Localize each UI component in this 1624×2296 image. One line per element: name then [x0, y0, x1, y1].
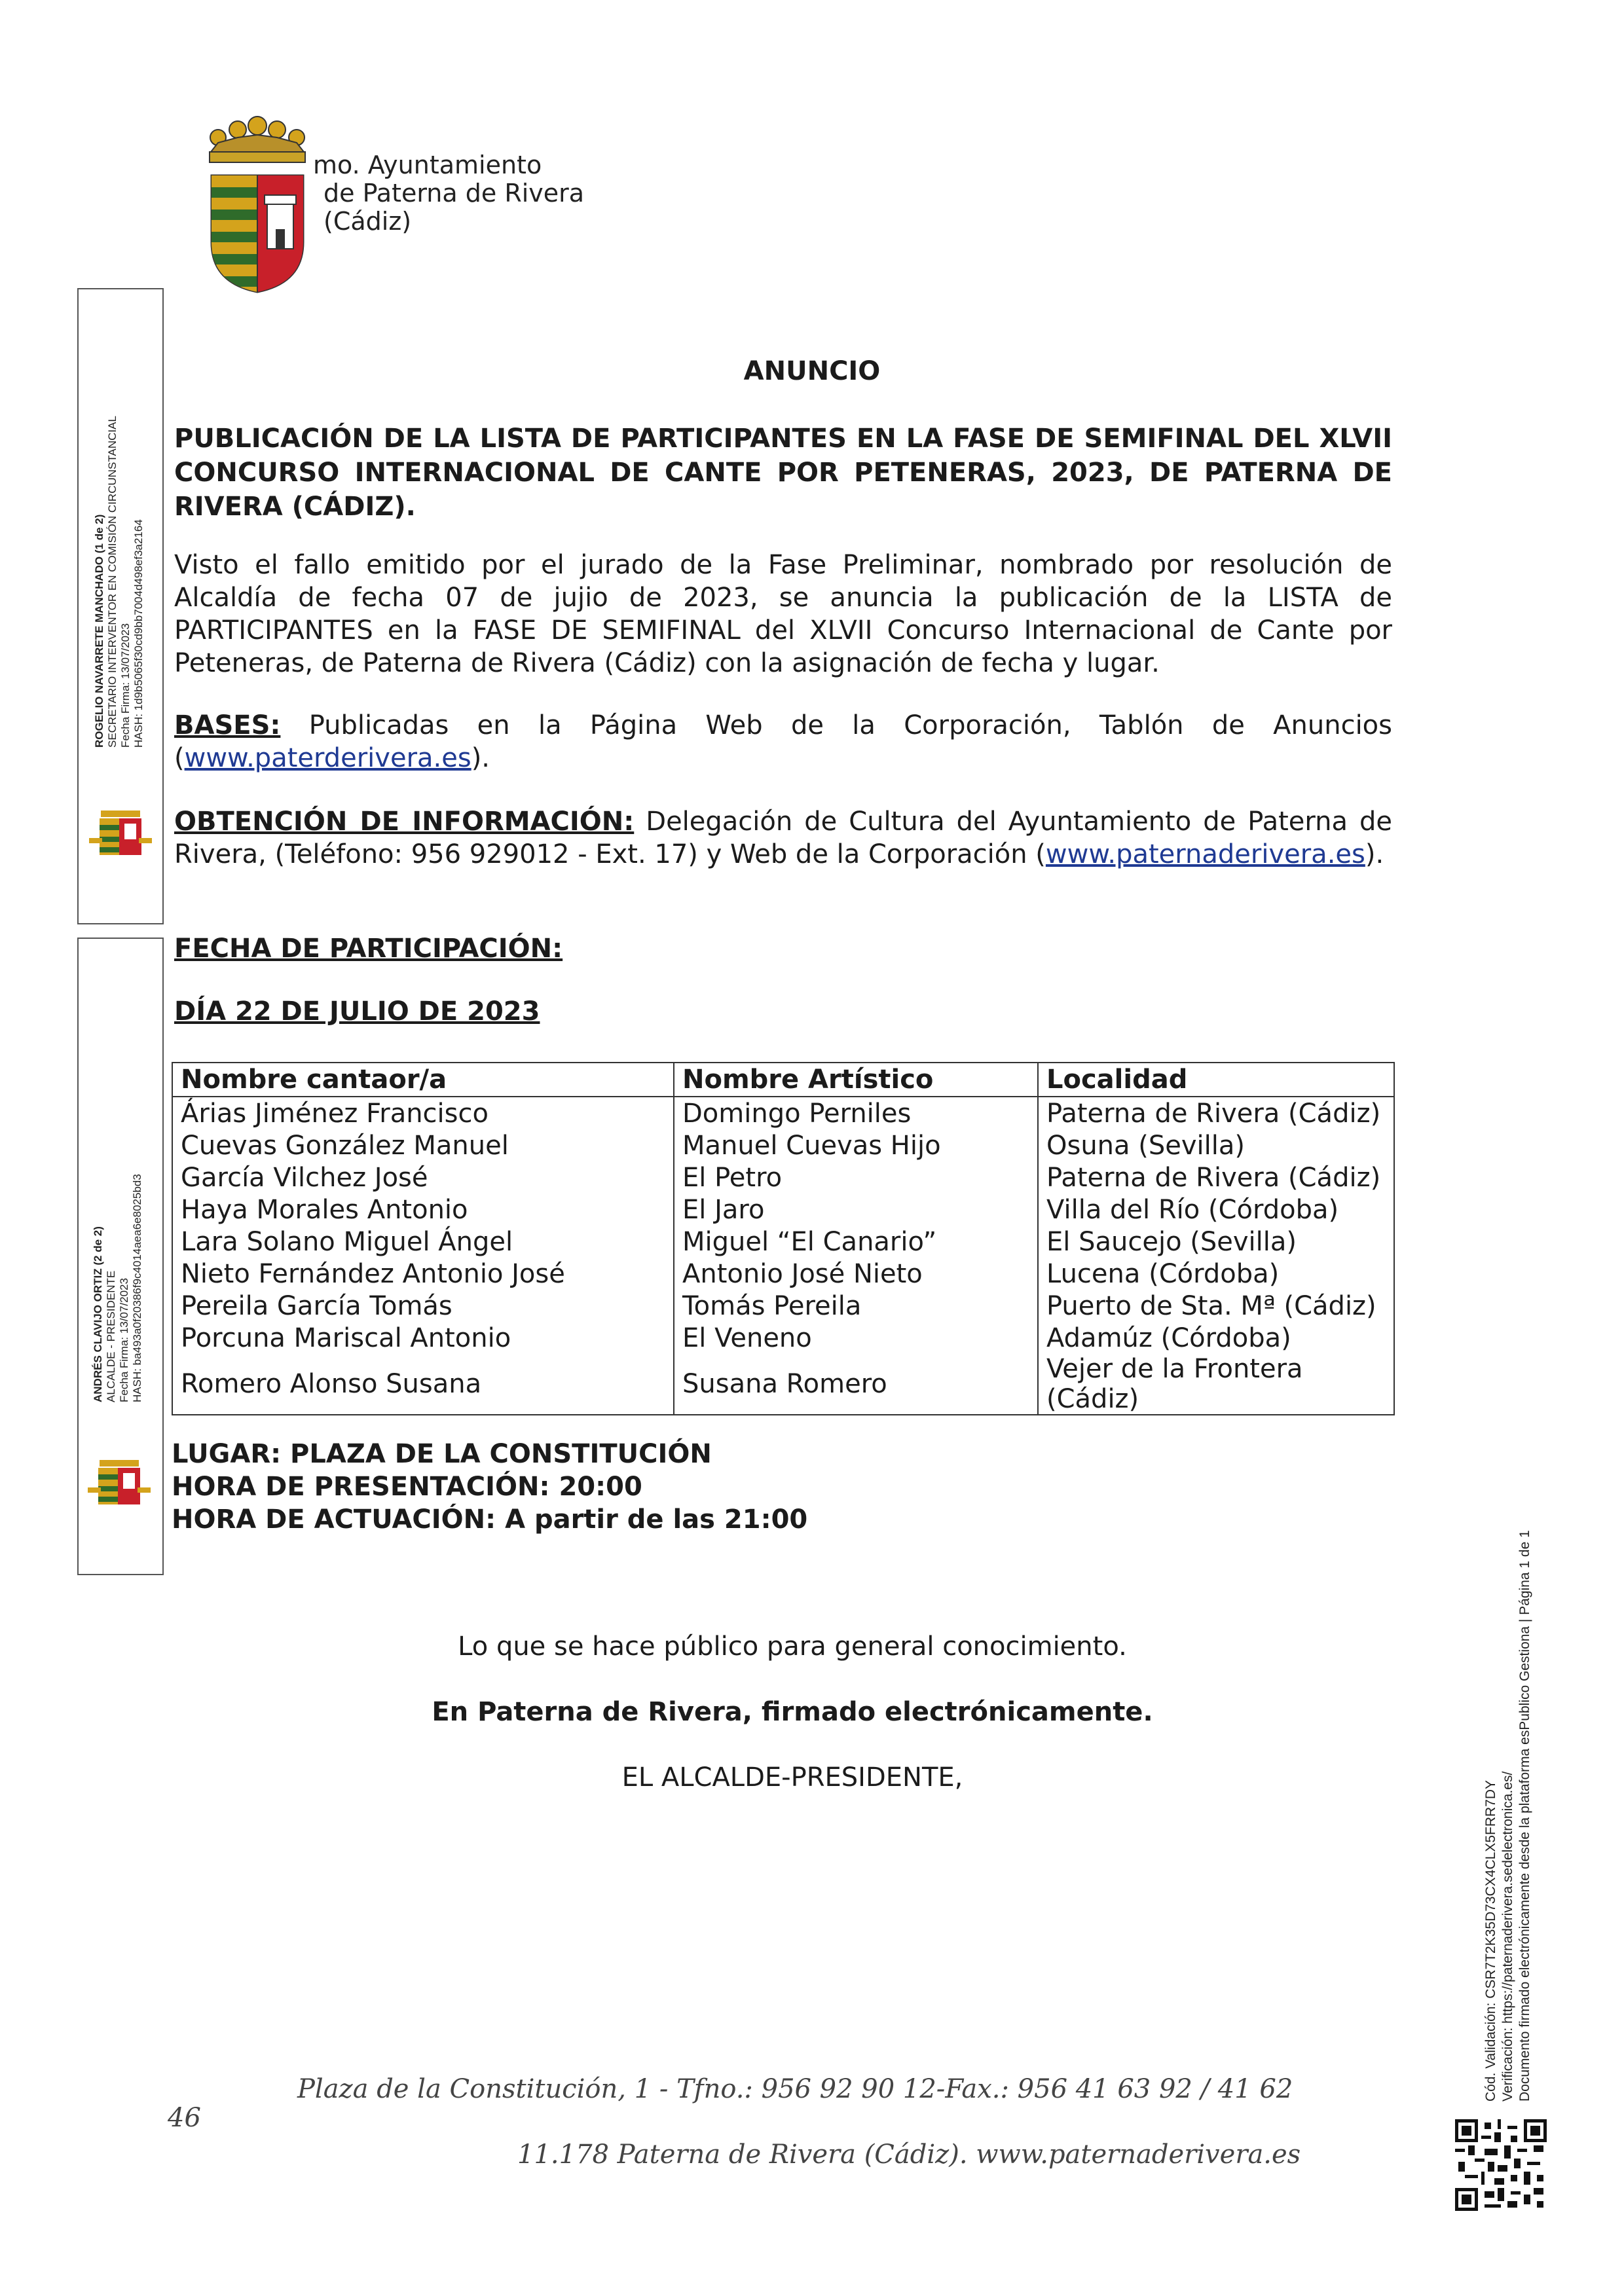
header-nombre-cantaor: Nombre cantaor/a: [172, 1063, 674, 1097]
info-end: ).: [1365, 839, 1384, 869]
signature-1-logo-icon: [88, 807, 153, 859]
bases-label: BASES:: [174, 710, 281, 740]
signer-2-name: ANDRÉS CLAVIJO ORTIZ (2 de 2): [92, 1226, 104, 1402]
cell-localidad: Paterna de Rivera (Cádiz): [1038, 1097, 1394, 1129]
participants-table: [172, 1062, 1395, 1415]
validation-code: Cód. Validación: CSR7T2K35D73CX4CLX5FRR7DY: [1483, 1779, 1498, 2102]
event-lugar: LUGAR: PLAZA DE LA CONSTITUCIÓN: [172, 1439, 712, 1469]
cell-localidad: Adamúz (Córdoba): [1038, 1322, 1394, 1354]
cell-artistico: El Jaro: [674, 1194, 1038, 1226]
signer-1-role: SECRETARIO INTERVENTOR EN COMISIÓN CIRCUNSTANCIAL: [106, 416, 119, 748]
closing-statement: Lo que se hace público para general conocimiento.: [458, 1631, 1127, 1662]
info-link[interactable]: www.paternaderivera.es: [1045, 839, 1365, 869]
signer-1-date: Fecha Firma: 13/07/2023: [119, 623, 132, 748]
document-title: ANUNCIO: [743, 356, 881, 386]
cell-artistico: Tomás Pereila: [674, 1290, 1038, 1322]
footer-address: Plaza de la Constitución, 1 - Tfno.: 956 92 90 12-Fax.: 956 41 63 92 / 41 62: [297, 2074, 1293, 2104]
validation-platform: Documento firmado electrónicamente desde la plataforma esPublico Gestiona | Página 1 de 1: [1517, 1530, 1532, 2102]
validation-url: Verificación: https://paternaderivera.sedelectronica.es/: [1500, 1771, 1515, 2102]
signature-2-logo-icon: [86, 1456, 152, 1508]
cell-nombre: Nieto Fernández Antonio José: [172, 1258, 674, 1290]
table-row: [172, 1290, 1394, 1322]
fecha-participacion-heading: FECHA DE PARTICIPACIÓN:: [174, 934, 563, 964]
signer-2-hash: HASH: ba493a0f20386f9c4014aea6e8025bd3: [131, 1174, 143, 1402]
cell-nombre: Lara Solano Miguel Ángel: [172, 1226, 674, 1258]
table-row: [172, 1161, 1394, 1194]
cell-artistico: Miguel “El Canario”: [674, 1226, 1038, 1258]
cell-nombre: Cuevas González Manuel: [172, 1129, 674, 1161]
cell-localidad: Lucena (Córdoba): [1038, 1258, 1394, 1290]
table-row: [172, 1097, 1394, 1129]
cell-localidad: Osuna (Sevilla): [1038, 1129, 1394, 1161]
bases-end: ).: [471, 743, 490, 773]
cell-nombre: Árias Jiménez Francisco: [172, 1097, 674, 1129]
closing-place: En Paterna de Rivera, firmado electrónicamente.: [432, 1697, 1153, 1727]
table-header-row: [172, 1063, 1394, 1097]
cell-nombre: García Vilchez José: [172, 1161, 674, 1194]
page-number: 46: [168, 2103, 201, 2133]
signature-1-text: [93, 416, 145, 748]
table-row: [172, 1129, 1394, 1161]
cell-nombre: Haya Morales Antonio: [172, 1194, 674, 1226]
municipality-name-line3: (Cádiz): [323, 207, 412, 236]
publication-title: PUBLICACIÓN DE LA LISTA DE PARTICIPANTES EN LA FASE DE SEMIFINAL DEL XLVII CONCURSO INTERNACIONAL DE CANTE POR PETENERAS, 2023, DE PATERNA DE RIVERA (CÁDIZ).: [174, 424, 1392, 522]
cell-localidad: Paterna de Rivera (Cádiz): [1038, 1161, 1394, 1194]
cell-artistico: Antonio José Nieto: [674, 1258, 1038, 1290]
signer-1-name: ROGELIO NAVARRETE MANCHADO (1 de 2): [93, 514, 105, 748]
table-row: [172, 1194, 1394, 1226]
footer-city-web: 11.178 Paterna de Rivera (Cádiz). www.paternaderivera.es: [517, 2140, 1301, 2170]
table-row: [172, 1258, 1394, 1290]
cell-localidad: Puerto de Sta. Mª (Cádiz): [1038, 1290, 1394, 1322]
cell-nombre: Pereila García Tomás: [172, 1290, 674, 1322]
qr-code-icon: [1455, 2119, 1547, 2211]
cell-artistico: El Veneno: [674, 1322, 1038, 1354]
bases-text: Publicadas en la Página Web de la Corporación, Tablón de Anuncios (: [174, 710, 1392, 773]
municipality-name-line1: mo. Ayuntamiento: [313, 151, 542, 179]
event-hora-actuacion: HORA DE ACTUACIÓN: A partir de las 21:00: [172, 1504, 808, 1535]
dia-heading: DÍA 22 DE JULIO DE 2023: [174, 996, 540, 1027]
info-label: OBTENCIÓN DE INFORMACIÓN:: [174, 807, 635, 837]
info-text: Delegación de Cultura del Ayuntamiento de Paterna de Rivera, (Teléfono: 956 929012 - Ext. 17) y Web de la Corporación (: [174, 807, 1392, 869]
header-localidad: Localidad: [1038, 1063, 1394, 1097]
table-row: [172, 1354, 1394, 1415]
signature-2-text: [92, 1174, 144, 1402]
info-paragraph: [174, 805, 1392, 871]
cell-localidad: El Saucejo (Sevilla): [1038, 1226, 1394, 1258]
signature-box-2: [77, 938, 164, 1575]
table-row: [172, 1322, 1394, 1354]
closing-signer-title: EL ALCALDE-PRESIDENTE,: [621, 1762, 963, 1793]
signer-2-date: Fecha Firma: 13/07/2023: [118, 1278, 130, 1402]
cell-localidad: Villa del Río (Córdoba): [1038, 1194, 1394, 1226]
event-hora-presentacion: HORA DE PRESENTACIÓN: 20:00: [172, 1472, 642, 1502]
cell-nombre: Romero Alonso Susana: [172, 1354, 674, 1415]
cell-localidad: Vejer de la Frontera (Cádiz): [1038, 1354, 1394, 1415]
signer-2-role: ALCALDE - PRESIDENTE: [105, 1270, 117, 1402]
municipal-crest-logo: [202, 111, 313, 295]
cell-artistico: El Petro: [674, 1161, 1038, 1194]
header-nombre-artistico: Nombre Artístico: [674, 1063, 1038, 1097]
validation-text: [1483, 1530, 1534, 2102]
table-row: [172, 1226, 1394, 1258]
cell-artistico: Domingo Perniles: [674, 1097, 1038, 1129]
signer-1-hash: HASH: 1d9b5065f30cd9bb7004d498ef3a2164: [132, 519, 145, 748]
bases-link[interactable]: www.paterderivera.es: [184, 743, 471, 773]
municipality-name-line2: de Paterna de Rivera: [323, 179, 585, 208]
intro-paragraph: Visto el fallo emitido por el jurado de la Fase Preliminar, nombrado por resolución de Alcaldía de fecha 07 de jujio de 2023, se anuncia la publicación de la LISTA de PARTICIPANTES en la FASE DE SEMIFINAL del XLVII Concurso Internacional de Cante por Peteneras, de Paterna de Rivera (Cádiz) con la asignación de fecha y lugar.: [174, 550, 1392, 678]
cell-nombre: Porcuna Mariscal Antonio: [172, 1322, 674, 1354]
bases-paragraph: [174, 709, 1392, 774]
cell-artistico: Susana Romero: [674, 1354, 1038, 1415]
cell-artistico: Manuel Cuevas Hijo: [674, 1129, 1038, 1161]
